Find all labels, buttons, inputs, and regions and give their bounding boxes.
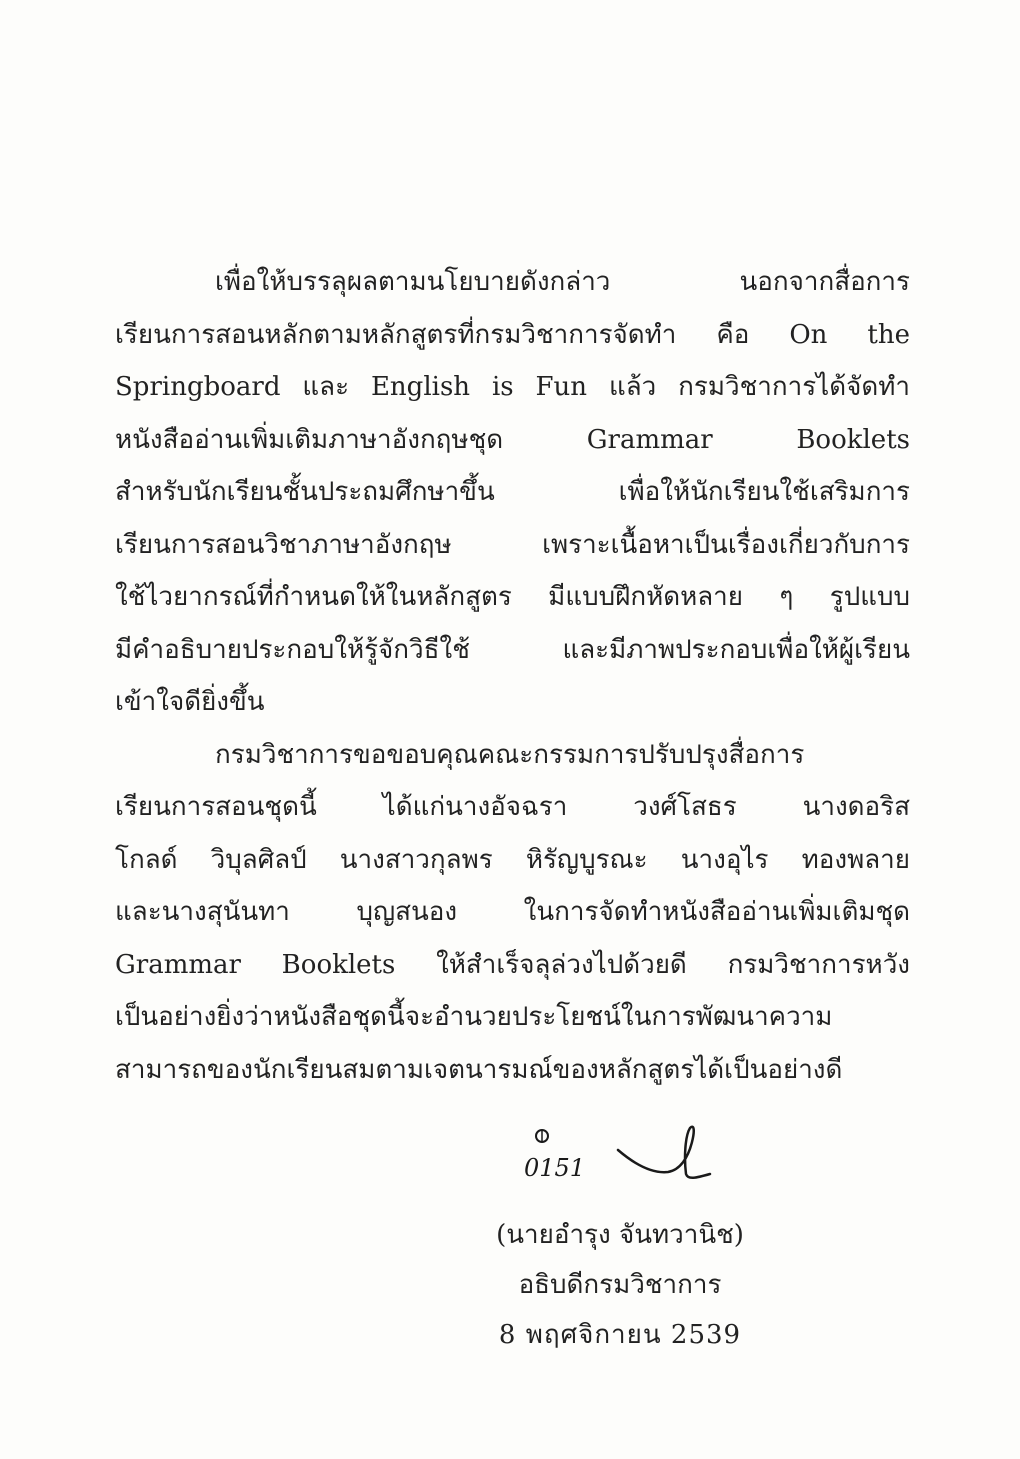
paragraph-1-line-9: เข้าใจดียิ่งขึ้น xyxy=(115,687,265,717)
paragraph-2-line-1: กรมวิชาการขอขอบคุณคณะกรรมการปรับปรุงสื่อการ xyxy=(215,739,805,770)
signer-title: อธิบดีกรมวิชาการ xyxy=(518,1270,722,1300)
signature-date: 8 พฤศจิกายน 2539 xyxy=(498,1320,742,1350)
paragraph-2-line-7: สามารถของนักเรียนสมตามเจตนารมณ์ของหลักสูตรได้เป็นอย่างดี xyxy=(115,1054,843,1085)
body-text xyxy=(115,256,910,1096)
signer-name: (นายอำรุง จันทวานิช) xyxy=(496,1220,744,1250)
paragraph-1-line-1: เพื่อให้บรรลุผลตามนโยบายดังกล่าว นอกจากสื่อการ xyxy=(215,267,910,297)
paragraph-2-line-3: โกลด์ วิบุลศิลป์ นางสาวกุลพร หิรัญบูรณะ นางอุไร ทองพลาย xyxy=(115,844,910,875)
paragraph-1-line-3: Springboard และ English is Fun แล้ว กรมวิชาการได้จัดทำ xyxy=(115,372,910,402)
paragraph-1-line-6: เรียนการสอนวิชาภาษาอังกฤษ เพราะเนื้อหาเป็นเรื่องเกี่ยวกับการ xyxy=(115,529,910,560)
paragraph-1-line-2: เรียนการสอนหลักตามหลักสูตรที่กรมวิชาการจัดทำ คือ On the xyxy=(115,319,910,350)
paragraph-2-line-6: เป็นอย่างยิ่งว่าหนังสือชุดนี้จะอำนวยประโยชน์ในการพัฒนาความ xyxy=(115,1002,833,1032)
paragraph-2-line-5: Grammar Booklets ให้สำเร็จลุล่วงไปด้วยดี กรมวิชาการหวัง xyxy=(115,949,910,980)
signature-scrawl: 0151 xyxy=(524,1154,586,1182)
paragraph-1-line-7: ใช้ไวยากรณ์ที่กำหนดให้ในหลักสูตร มีแบบฝึกหัดหลาย ๆ รูปแบบ xyxy=(115,582,910,612)
handwritten-signature xyxy=(520,1118,750,1198)
paragraph-1-line-8: มีคำอธิบายประกอบให้รู้จักวิธีใช้ และมีภาพประกอบเพื่อให้ผู้เรียน xyxy=(115,634,910,665)
paragraph-2-line-2: เรียนการสอนชุดนี้ ได้แก่นางอัจฉรา วงศ์โสธร นางดอริส xyxy=(115,792,910,822)
paragraph-1-line-5: สำหรับนักเรียนชั้นประถมศึกษาขึ้น เพื่อให้นักเรียนใช้เสริมการ xyxy=(115,477,910,507)
paragraph-2-line-4: และนางสุนันทา บุญสนอง ในการจัดทำหนังสืออ่านเพิ่มเติมชุด xyxy=(115,897,910,927)
signature-drawing xyxy=(520,1118,750,1198)
paragraph-1-line-4: หนังสืออ่านเพิ่มเติมภาษาอังกฤษชุด Grammar Booklets xyxy=(115,424,910,455)
